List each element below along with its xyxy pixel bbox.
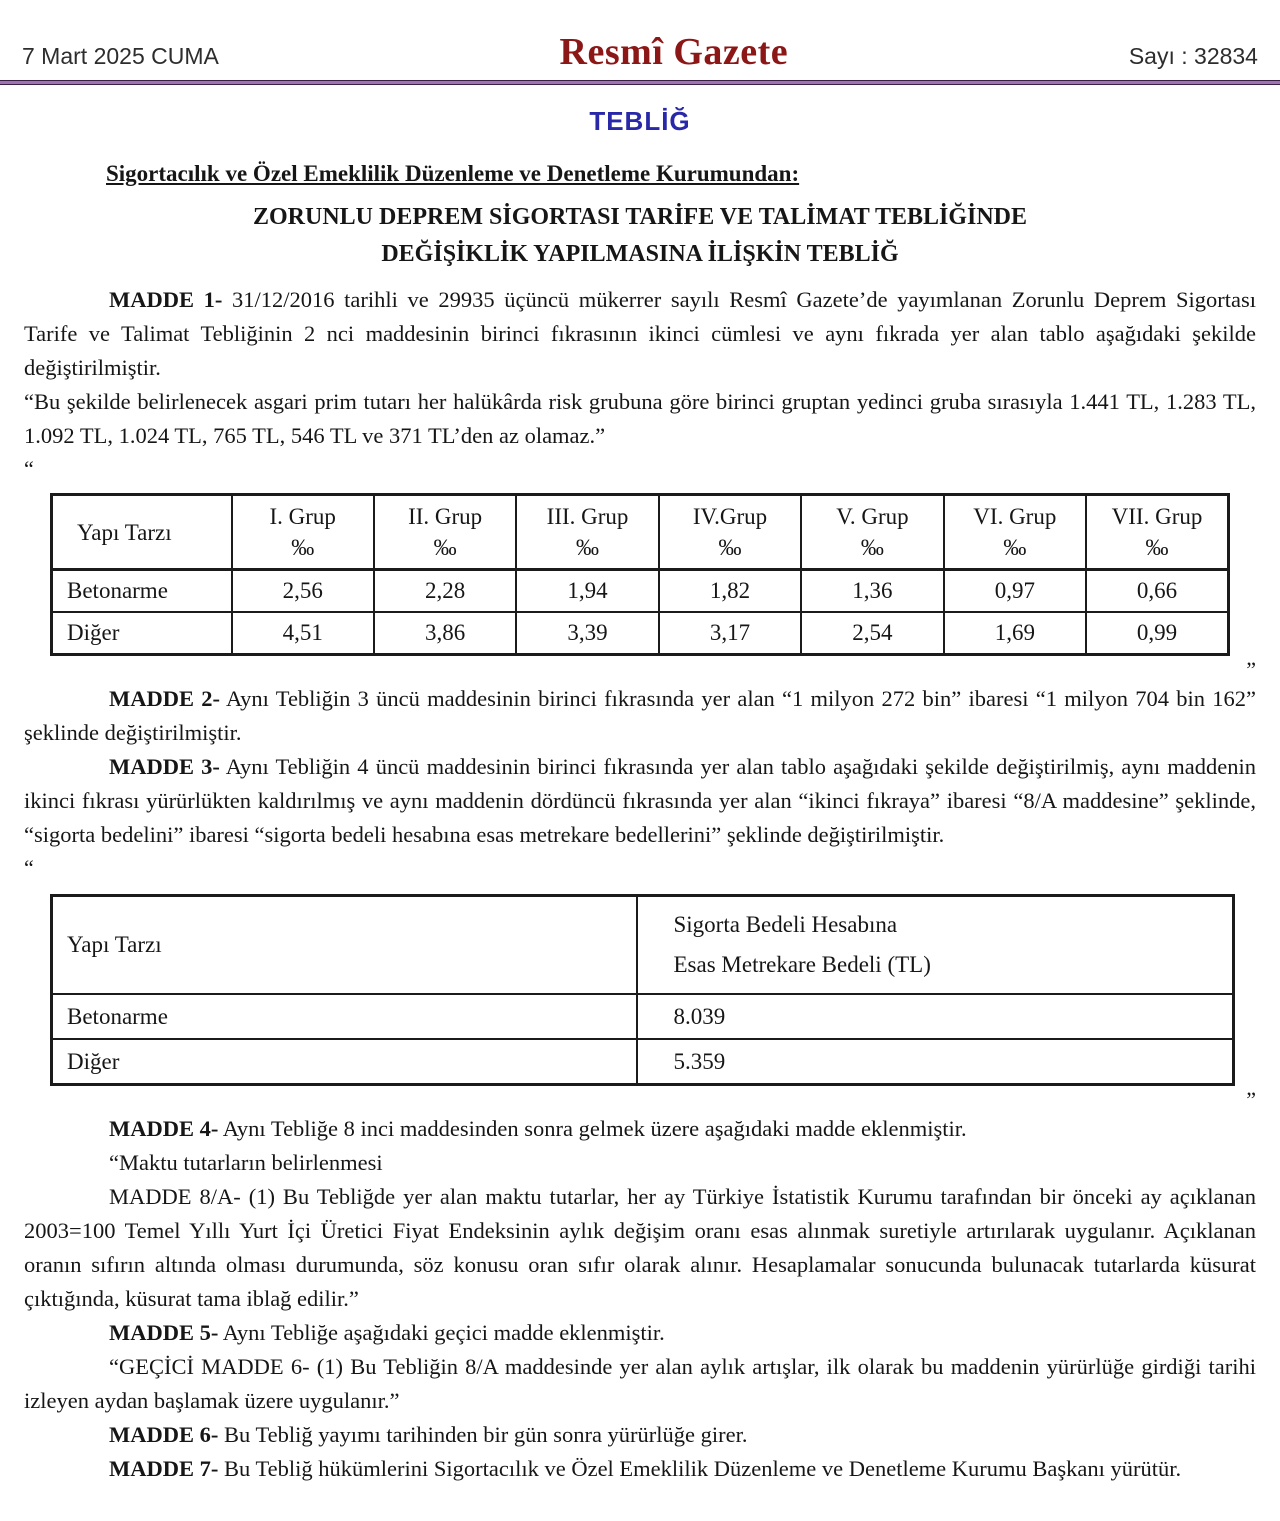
authority-line: Sigortacılık ve Özel Emeklilik Düzenleme ve Denetleme Kurumundan:	[106, 161, 800, 186]
gazette-date: 7 Mart 2025 CUMA	[22, 43, 219, 69]
group3-label: III. Grup	[546, 504, 629, 529]
paragraph-madde2	[24, 682, 1256, 750]
rate-cell: 0,97	[944, 570, 1086, 613]
rate-table-header-group2	[374, 495, 516, 570]
madde3-label: MADDE 3-	[109, 754, 220, 779]
madde1-text: 31/12/2016 tarihli ve 29935 üçüncü mükerrer sayılı Resmî Gazete’de yayımlanan Zorunlu Deprem Sigortası Tarife ve Talimat Tebliğinin 2 nci maddesinin birinci fıkrasının ikinci cümlesi ve aynı fıkrada yer alan tablo aşağıdaki şekilde değiştirilmiştir.	[24, 287, 1256, 380]
rate-table-row-betonarme	[52, 570, 1229, 613]
rate-cell: 1,36	[801, 570, 943, 613]
group5-label: V. Grup	[836, 504, 909, 529]
rate-cell: 2,54	[801, 612, 943, 655]
rate-table-header-group7	[1086, 495, 1228, 570]
rate-cell: 4,51	[232, 612, 374, 655]
rate-cell: 1,82	[659, 570, 801, 613]
rate-cell: 3,39	[516, 612, 658, 655]
madde4-label: MADDE 4-	[109, 1116, 219, 1141]
madde3-text: Aynı Tebliğin 4 üncü maddesinin birinci fıkrasında yer alan tablo aşağıdaki şekilde değiştirilmiş, aynı maddenin ikinci fıkrası yürürlükten kaldırılmış ve aynı maddenin dördüncü fıkrasında yer alan “ikinci fıkraya” ibaresi “8/A maddesine” şeklinde, “sigorta bedelini” ibaresi “sigorta bedeli hesabına esas metrekare bedellerini” şeklinde değiştirilmiştir.	[24, 754, 1256, 847]
row-label: Betonarme	[52, 994, 637, 1039]
permille-unit: ‰	[1003, 535, 1027, 560]
madde6-label: MADDE 6-	[109, 1422, 219, 1447]
rate-table-header-group5	[801, 495, 943, 570]
rate-cell: 0,99	[1086, 612, 1228, 655]
issue-number: Sayı : 32834	[1128, 43, 1258, 69]
rate-cell: 2,28	[374, 570, 516, 613]
group7-label: VII. Grup	[1111, 504, 1203, 529]
rate-table-header-group6	[944, 495, 1086, 570]
madde1-label: MADDE 1-	[109, 287, 223, 312]
group1-label: I. Grup	[269, 504, 336, 529]
close-quote-mark: ”	[1246, 1087, 1256, 1112]
madde5-text: Aynı Tebliğe aşağıdaki geçici madde eklenmiştir.	[218, 1320, 665, 1345]
row-label: Betonarme	[52, 570, 232, 613]
paragraph-madde4	[24, 1112, 1256, 1146]
paragraph-madde5	[24, 1316, 1256, 1350]
group4-label: IV.Grup	[692, 504, 768, 529]
gazette-title: Resmî Gazete	[559, 31, 789, 73]
madde2-label: MADDE 2-	[109, 686, 220, 711]
rate-table-header-group4	[659, 495, 801, 570]
sqm-value-table	[50, 894, 1235, 1086]
rate-table-row-diger	[52, 612, 1229, 655]
permille-unit: ‰	[718, 535, 742, 560]
paragraph-quote-intro: “Bu şekilde belirlenecek asgari prim tutarı her halükârda risk grubuna göre birinci gruptan yedinci gruba sırasıyla 1.441 TL, 1.283 TL, 1.092 TL, 1.024 TL, 765 TL, 546 TL ve 371 TL’den az olamaz.”	[24, 389, 1256, 448]
madde5-label: MADDE 5-	[109, 1320, 219, 1345]
sqm-value-cell: 5.359	[637, 1039, 1234, 1085]
madde4-text: Aynı Tebliğe 8 inci maddesinden sonra gelmek üzere aşağıdaki madde eklenmiştir.	[218, 1116, 967, 1141]
open-quote-mark: “	[24, 456, 34, 481]
paragraph-madde3	[24, 750, 1256, 852]
doc-title	[24, 199, 1256, 273]
sqm-table-value-header	[637, 896, 1234, 995]
madde6-text: Bu Tebliğ yayımı tarihinden bir gün sonra yürürlüğe girer.	[218, 1422, 748, 1447]
sqm-table-row-diger	[52, 1039, 1234, 1085]
rate-cell: 2,56	[232, 570, 374, 613]
group6-label: VI. Grup	[973, 504, 1057, 529]
sqm-value-cell: 8.039	[637, 994, 1234, 1039]
rate-cell: 3,17	[659, 612, 801, 655]
sqm-header-line-2: Esas Metrekare Bedeli (TL)	[673, 952, 931, 977]
open-quote-mark: “	[24, 855, 34, 880]
rate-table-corner-header: Yapı Tarzı	[52, 495, 232, 570]
doc-title-line-1: ZORUNLU DEPREM SİGORTASI TARİFE VE TALİMAT TEBLİĞİNDE	[253, 204, 1027, 230]
rate-table-header-group1	[232, 495, 374, 570]
sqm-table-corner-header: Yapı Tarzı	[52, 896, 637, 995]
rate-cell: 0,66	[1086, 570, 1228, 613]
paragraph-madde8a: MADDE 8/A- (1) Bu Tebliğde yer alan maktu tutarlar, her ay Türkiye İstatistik Kurumu tarafından bir önceki ay açıklanan 2003=100 Temel Yıllı Yurt İçi Üretici Fiyat Endeksinin aylık değişim oranı esas alınmak suretiyle artırılarak uygulanır. Açıklanan oranın sıfırın altında olması durumunda, söz konusu oran sıfır olarak alınır. Hesaplamalar sonucunda bulunacak tutarlarda küsurat çıktığında, küsurat tama iblağ edilir.”	[24, 1184, 1256, 1311]
section-heading: TEBLİĞ	[589, 106, 691, 136]
madde7-label: MADDE 7-	[109, 1456, 219, 1481]
permille-unit: ‰	[860, 535, 884, 560]
rate-cell: 1,69	[944, 612, 1086, 655]
masthead-rule	[0, 80, 1280, 85]
document-body	[0, 161, 1280, 1486]
row-label: Diğer	[52, 612, 232, 655]
permille-unit: ‰	[576, 535, 600, 560]
premium-rate-table	[50, 493, 1230, 656]
permille-unit: ‰	[433, 535, 457, 560]
row-label: Diğer	[52, 1039, 637, 1085]
rate-cell: 1,94	[516, 570, 658, 613]
close-quote-mark: ”	[1246, 657, 1256, 682]
sqm-table-row-betonarme	[52, 994, 1234, 1039]
paragraph-madde6	[24, 1418, 1256, 1452]
permille-unit: ‰	[1145, 535, 1169, 560]
madde7-text: Bu Tebliğ hükümlerini Sigortacılık ve Özel Emeklilik Düzenleme ve Denetleme Kurumu Başkanı yürütür.	[218, 1456, 1182, 1481]
rate-table-header-group3	[516, 495, 658, 570]
masthead	[0, 0, 1280, 80]
paragraph-gecici6: “GEÇİCİ MADDE 6- (1) Bu Tebliğin 8/A maddesinde yer alan aylık artışlar, ilk olarak bu maddenin yürürlüğe girdiği tarihi izleyen aydan başlamak üzere uygulanır.”	[24, 1354, 1256, 1413]
rate-cell: 3,86	[374, 612, 516, 655]
paragraph-madde7	[24, 1452, 1256, 1486]
group2-label: II. Grup	[408, 504, 483, 529]
sqm-table-header-row	[52, 896, 1234, 995]
permille-unit: ‰	[291, 535, 315, 560]
sqm-header-line-1: Sigorta Bedeli Hesabına	[673, 912, 898, 937]
doc-title-line-2: DEĞİŞİKLİK YAPILMASINA İLİŞKİN TEBLİĞ	[381, 241, 899, 267]
paragraph-madde1	[24, 283, 1256, 385]
paragraph-maktu-heading: “Maktu tutarların belirlenmesi	[109, 1150, 383, 1175]
rate-table-header-row	[52, 495, 1229, 570]
madde2-text: Aynı Tebliğin 3 üncü maddesinin birinci fıkrasında yer alan “1 milyon 272 bin” ibaresi “1 milyon 704 bin 162” şeklinde değiştirilmiştir.	[24, 686, 1256, 745]
